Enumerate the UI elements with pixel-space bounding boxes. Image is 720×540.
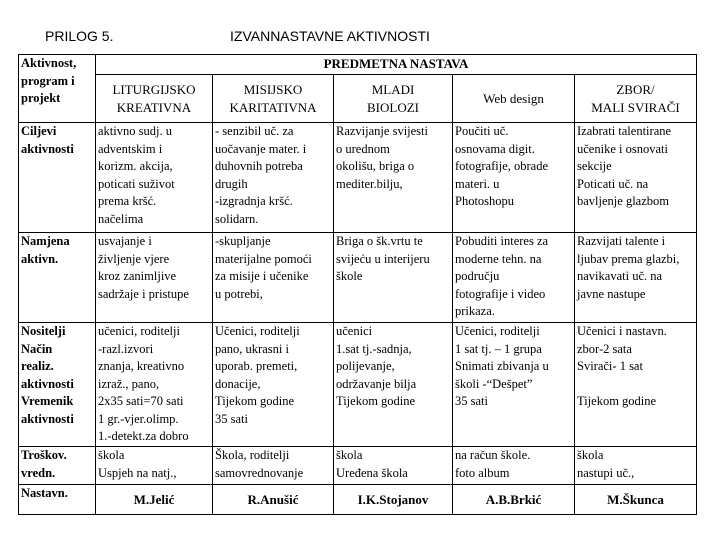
table-cell: učenici 1.sat tj.-sadnja, polijevanje, održavanje bilja Tijekom godine	[334, 323, 453, 447]
table-cell: škola nastupi uč.,	[575, 447, 697, 485]
table-cell: Učenici i nastavn. zbor-2 sata Svirači- 1 sat Tijekom godine	[575, 323, 697, 447]
table-cell: Učenici, roditelji 1 sat tj. – 1 grupa Snimati zbivanja u školi -“Dešpet” 35 sati	[453, 323, 575, 447]
table-cell: Poučiti uč. osnovama digit. fotografije, obrade materi. u Photoshopu	[453, 123, 575, 233]
table-cell: aktivno sudj. u adventskim i korizm. akcija, poticati suživot prema kršć. načelima	[96, 123, 213, 233]
table-row	[19, 447, 697, 485]
table-cell: Briga o šk.vrtu te svijeću u interijeru škole	[334, 233, 453, 323]
table-cell: škola Uspjeh na natj.,	[96, 447, 213, 485]
column-header: LITURGIJSKO KREATIVNA	[96, 75, 213, 123]
table-row	[19, 323, 697, 447]
table-row	[19, 485, 697, 515]
prilog-label: PRILOG 5.	[45, 28, 114, 44]
column-header: MLADI BIOLOZI	[334, 75, 453, 123]
table-cell: Razvijati talente i ljubav prema glazbi, navikavati uč. na javne nastupe	[575, 233, 697, 323]
teacher-name: M.Jelić	[96, 485, 213, 515]
table-cell: na račun škole. foto album	[453, 447, 575, 485]
group-header: PREDMETNA NASTAVA	[96, 55, 697, 75]
teacher-name: R.Anušić	[213, 485, 334, 515]
column-header: ZBOR/ MALI SVIRAČI	[575, 75, 697, 123]
table-cell: Pobuditi interes za moderne tehn. na području fotografije i video prikaza.	[453, 233, 575, 323]
table-cell: Izabrati talentirane učenike i osnovati sekcije Poticati uč. na bavljenje glazbom	[575, 123, 697, 233]
column-header: MISIJSKO KARITATIVNA	[213, 75, 334, 123]
row-label: Nastavn.	[19, 485, 96, 515]
row-label: Troškov. vredn.	[19, 447, 96, 485]
table-cell: usvajanje i življenje vjere kroz zanimljive sadržaje i pristupe	[96, 233, 213, 323]
corner-label: Aktivnost, program i projekt	[19, 55, 96, 123]
row-label: Ciljevi aktivnosti	[19, 123, 96, 233]
teacher-name: I.K.Stojanov	[334, 485, 453, 515]
table-cell: Učenici, roditelji pano, ukrasni i uporab. premeti, donacije, Tijekom godine 35 sati	[213, 323, 334, 447]
teacher-name: A.B.Brkić	[453, 485, 575, 515]
teacher-name: M.Škunca	[575, 485, 697, 515]
activities-table	[18, 54, 697, 515]
table-cell: Razvijanje svijesti o urednom okolišu, briga o mediter.bilju,	[334, 123, 453, 233]
column-header: Web design	[453, 75, 575, 123]
row-label: Namjena aktivn.	[19, 233, 96, 323]
table-row	[19, 233, 697, 323]
table-cell: škola Uređena škola	[334, 447, 453, 485]
table-cell: učenici, roditelji -razl.izvori znanja, kreativno izraž., pano, 2x35 sati=70 sati 1 gr.-vjer.olimp. 1.-detekt.za dobro	[96, 323, 213, 447]
page-title: IZVANNASTAVNE AKTIVNOSTI	[230, 28, 430, 44]
table-cell: Škola, roditelji samovrednovanje	[213, 447, 334, 485]
table-cell: -skupljanje materijalne pomoći za misije i učenike u potrebi,	[213, 233, 334, 323]
row-label: Nositelji Način realiz. aktivnosti Vremenik aktivnosti	[19, 323, 96, 447]
table-row	[19, 123, 697, 233]
table-cell: - senzibil uč. za uočavanje mater. i duhovnih potreba drugih -izgradnja kršć. solidarn.	[213, 123, 334, 233]
